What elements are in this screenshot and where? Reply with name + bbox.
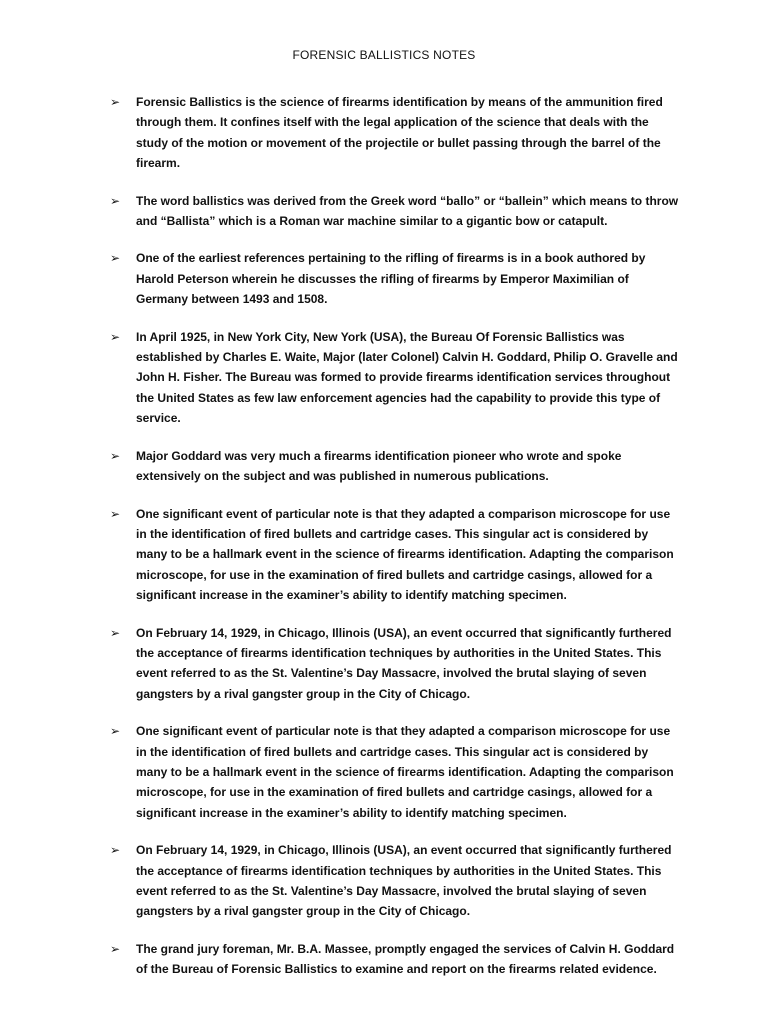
note-text: One of the earliest references pertaining to the rifling of firearms is in a book authored by Harold Peterson wherein he discusses the rifling of firearms by Emperor Maximilian of Germany between 1493 and 1508. <box>136 251 646 307</box>
list-item <box>110 840 680 922</box>
note-text: Forensic Ballistics is the science of firearms identification by means of the ammunition fired through them. It confines itself with the legal application of the science that deals with the study of the motion or movement of the projectile or bullet passing through the barrel of the firearm. <box>136 95 663 171</box>
list-item <box>110 623 680 705</box>
document-title: FORENSIC BALLISTICS NOTES <box>292 48 476 62</box>
note-text: Major Goddard was very much a firearms identification pioneer who wrote and spoke extensively on the subject and was published in numerous publications. <box>136 448 622 484</box>
note-text: One significant event of particular note is that they adapted a comparison microscope for use in the identification of fired bullets and cartridge cases. This singular act is considered by many to be a hallmark event in the science of firearms identification. Adapting the comparison microscope, for use in the examination of fired bullets and cartridge casings, allowed for a significant increase in the examiner’s ability to identify matching specimen. <box>136 506 674 603</box>
note-text: On February 14, 1929, in Chicago, Illinois (USA), an event occurred that significantly furthered the acceptance of firearms identification techniques by authorities in the United States. This event referred to as the St. Valentine’s Day Massacre, involved the brutal slaying of seven gangsters by a rival gangster group in the City of Chicago. <box>136 843 672 919</box>
arrowhead-bullet-icon: ➢ <box>110 193 121 208</box>
list-item <box>110 721 680 823</box>
arrowhead-bullet-icon: ➢ <box>110 941 121 956</box>
note-text: One significant event of particular note is that they adapted a comparison microscope for use in the identification of fired bullets and cartridge cases. This singular act is considered by many to be a hallmark event in the science of firearms identification. Adapting the comparison microscope, for use in the examination of fired bullets and cartridge casings, allowed for a significant increase in the examiner’s ability to identify matching specimen. <box>136 724 674 820</box>
arrowhead-bullet-icon: ➢ <box>110 724 121 739</box>
arrowhead-bullet-icon: ➢ <box>110 448 121 463</box>
arrowhead-bullet-icon: ➢ <box>110 625 121 640</box>
list-item <box>110 327 680 429</box>
arrowhead-bullet-icon: ➢ <box>110 251 121 266</box>
list-item <box>110 191 680 232</box>
note-text: The word ballistics was derived from the Greek word “ballo” or “ballein” which means to throw and “Ballista” which is a Roman war machine similar to a gigantic bow or catapult. <box>136 193 679 229</box>
arrowhead-bullet-icon: ➢ <box>110 506 121 521</box>
list-item <box>110 939 680 980</box>
arrowhead-bullet-icon: ➢ <box>110 843 121 858</box>
list-item <box>110 504 680 606</box>
list-item <box>110 446 680 487</box>
note-text: On February 14, 1929, in Chicago, Illinois (USA), an event occurred that significantly furthered the acceptance of firearms identification techniques by authorities in the United States. This event referred to as the St. Valentine’s Day Massacre, involved the brutal slaying of seven gangsters by a rival gangster group in the City of Chicago. <box>136 625 672 701</box>
note-text: The grand jury foreman, Mr. B.A. Massee, promptly engaged the services of Calvin H. Goddard of the Bureau of Forensic Ballistics to examine and report on the firearms related evidence. <box>136 941 675 977</box>
arrowhead-bullet-icon: ➢ <box>110 95 121 109</box>
list-item <box>110 248 680 309</box>
note-text: In April 1925, in New York City, New York (USA), the Bureau Of Forensic Ballistics was established by Charles E. Waite, Major (later Colonel) Calvin H. Goddard, Philip O. Gravelle and John H. Fisher. The Bureau was formed to provide firearms identification services throughout the United States as few law enforcement agencies had the capability to provide this type of service. <box>136 329 678 426</box>
arrowhead-bullet-icon: ➢ <box>110 329 121 344</box>
notes-list <box>110 92 680 997</box>
list-item <box>110 92 680 174</box>
